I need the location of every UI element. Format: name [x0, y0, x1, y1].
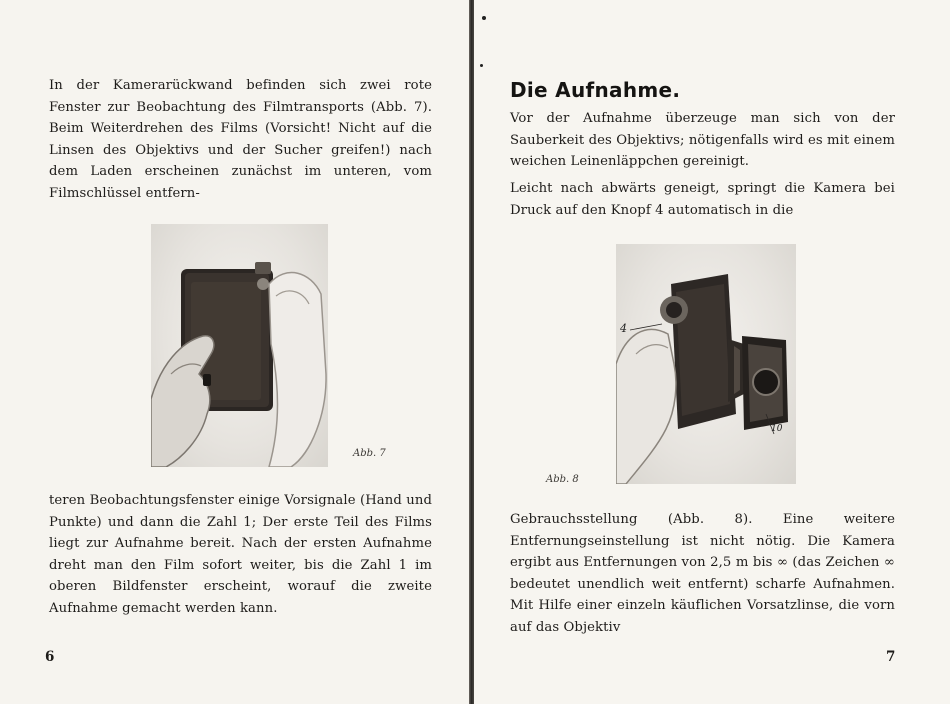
right-paragraph-1: Vor der Aufnahme überzeuge man sich von der Sauberkeit des Objektivs; nötigenfalls wird es mit einem weichen Leinenläppchen gereinigt. [510, 111, 895, 169]
print-speck [480, 64, 483, 67]
page-number-right: 7 [886, 649, 896, 665]
figure-abb-7 [151, 224, 328, 467]
camera-back-photo [151, 224, 328, 467]
right-page [474, 0, 950, 704]
left-paragraph-2: teren Beobachtungsfenster einige Vorsignale (Hand und Punkte) und dann die Zahl 1; Der erste Teil des Films liegt zur Aufnahme bereit. Nach der ersten Aufnahme dreht man den Film sofort weiter, bis die Zahl 1 im oberen Bildfenster erscheint, worauf die zweite Aufnahme gemacht werden kann. [49, 493, 432, 616]
figure-abb-8 [616, 244, 796, 484]
right-paragraph-3: Gebrauchsstellung (Abb. 8). Eine weitere Entfernungseinstellung ist nicht nötig. Die Kamera ergibt aus Entfernungen von 2,5 m bis ∞ (das Zeichen ∞ bedeutet unendlich weit entfernt) scharfe Aufnahmen. Mit Hilfe einer einzeln käuflichen Vorsatzlinse, die vorn auf das Objektiv [510, 512, 895, 635]
figure-callout-4: 4 [620, 322, 627, 335]
left-paragraph-1: In der Kamerarückwand befinden sich zwei rote Fenster zur Beobachtung des Filmtransports (Abb. 7). Beim Weiterdrehen des Films (Vorsicht! Nicht auf die Linsen des Objektivs und der Sucher greifen!) nach dem Laden erscheinen zunächst im unteren, vom Filmschlüssel entfern- [49, 78, 432, 201]
figure-caption-abb-8: Abb. 8 [546, 474, 579, 485]
camera-open-photo [616, 244, 796, 484]
section-heading: Die Aufnahme. [510, 78, 681, 102]
figure-callout-10: 10 [771, 424, 783, 434]
print-speck [482, 16, 486, 20]
figure-caption-abb-7: Abb. 7 [353, 448, 386, 459]
right-paragraph-2: Leicht nach abwärts geneigt, springt die Kamera bei Druck auf den Knopf 4 automatisch in die [510, 181, 895, 218]
page-number-left: 6 [45, 649, 55, 665]
left-page [0, 0, 470, 704]
